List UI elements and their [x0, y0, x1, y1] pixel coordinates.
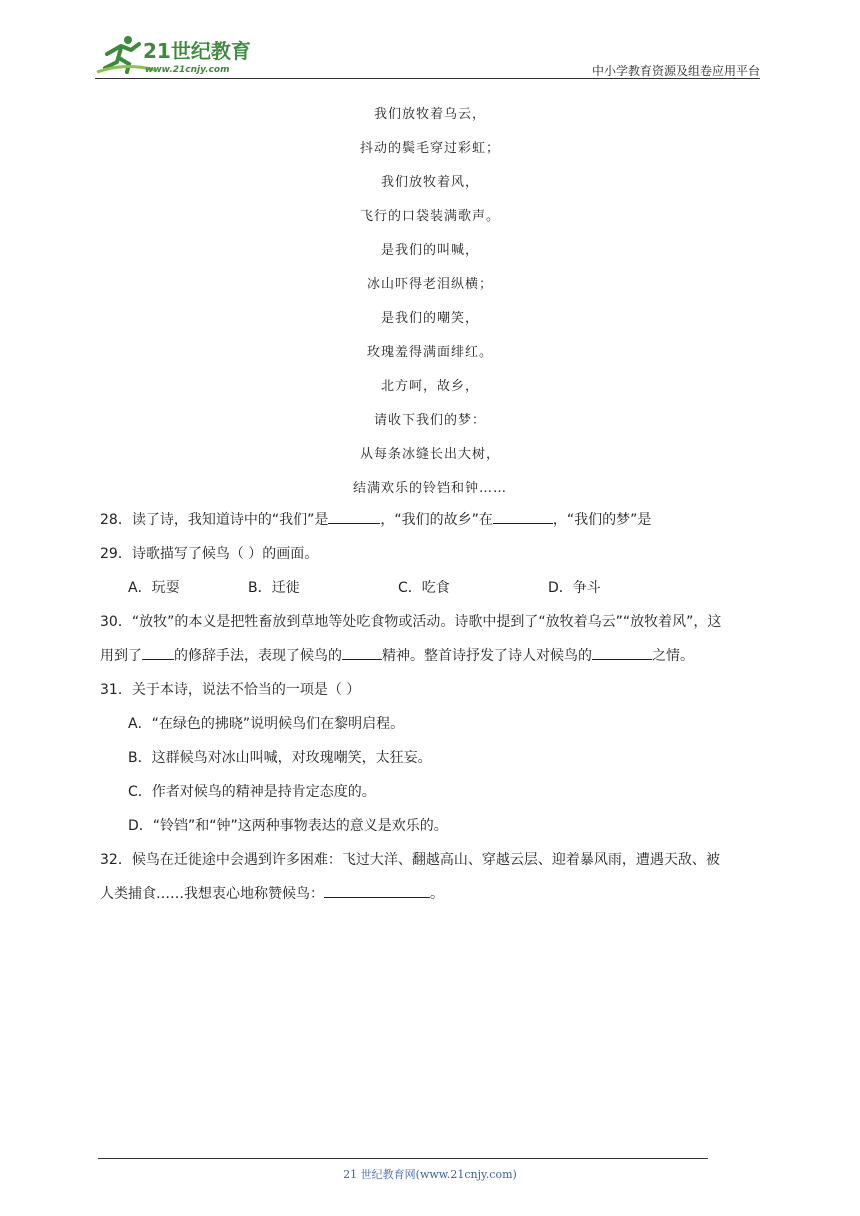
poem-line: 从每条冰缝长出大树， [359, 447, 500, 462]
poem-line: 抖动的鬓毛穿过彩虹； [359, 141, 500, 156]
answer-blank[interactable] [142, 643, 174, 660]
question-text: 之情。 [652, 648, 694, 664]
question-line [100, 605, 764, 639]
question-text: ，“我们的故乡”在 [380, 512, 493, 528]
question-text: ，“我们的梦”是 [552, 512, 652, 528]
question-number: 28． [100, 512, 132, 528]
poem-line: 北方呵，故乡， [380, 379, 479, 394]
question-number: 32． [100, 852, 132, 868]
option-d[interactable]: D．“铃铛”和“钟”这两种事物表达的意义是欢乐的。 [128, 818, 448, 834]
options-29 [128, 571, 728, 605]
logo-url: www.21cnjy.com [145, 65, 230, 75]
footer-divider [98, 1158, 708, 1159]
question-text: 读了诗，我知道诗中的“我们”是 [131, 512, 329, 528]
question-text: 。 [430, 886, 444, 902]
answer-blank[interactable] [493, 507, 553, 524]
footer-text[interactable]: 21 世纪教育网(www.21cnjy.com) [343, 1168, 517, 1181]
poem [0, 102, 860, 510]
poem-line: 我们放牧着风， [380, 175, 479, 190]
question-number: 30． [100, 614, 132, 630]
question-line [100, 639, 764, 673]
option-a[interactable]: A．玩耍 [128, 580, 180, 596]
header-platform-text: 中小学教育资源及组卷应用平台 [591, 64, 760, 78]
poem-line: 冰山吓得老泪纵横； [366, 277, 493, 292]
question-32 [100, 843, 764, 911]
poem-line: 我们放牧着乌云， [373, 107, 486, 122]
question-text: “放牧”的本义是把牲畜放到草地等处吃食物或活动。诗歌中提到了“放牧着乌云”“放牧着风”，这 [131, 614, 722, 630]
option-b[interactable]: B．迁徙 [248, 580, 300, 596]
question-number: 31． [100, 682, 132, 698]
question-text: 候鸟在迁徙途中会遇到许多困难：飞过大洋、翻越高山、穿越云层、迎着暴风雨，遭遇天敌、被 [131, 852, 720, 868]
question-29 [100, 537, 764, 571]
answer-blank[interactable] [592, 643, 652, 660]
poem-line: 是我们的嘲笑， [380, 311, 479, 326]
question-number: 29． [100, 546, 132, 562]
option-c[interactable]: C．吃食 [398, 580, 450, 596]
question-line [100, 877, 764, 911]
question-text: 精神。整首诗抒发了诗人对候鸟的 [382, 648, 592, 664]
question-text: 用到了 [100, 648, 142, 664]
answer-blank[interactable] [324, 881, 430, 898]
option-d[interactable]: D．争斗 [548, 580, 601, 596]
logo-text: 21世纪教育 [143, 39, 251, 63]
header-divider [95, 78, 760, 79]
logo [95, 32, 265, 76]
answer-blank[interactable] [328, 507, 380, 524]
question-text: 关于本诗，说法不恰当的一项是（ ） [131, 682, 361, 698]
poem-line: 请收下我们的梦： [373, 413, 486, 428]
poem-line: 玫瑰羞得满面绯红。 [366, 345, 493, 360]
question-31 [100, 673, 764, 707]
question-text: 诗歌描写了候鸟（ ）的画面。 [131, 546, 319, 562]
question-30 [100, 605, 764, 673]
option-b[interactable]: B．这群候鸟对冰山叫喊，对玫瑰嘲笑，太狂妄。 [128, 750, 432, 766]
page-header [95, 32, 760, 78]
question-line [100, 843, 764, 877]
option-c[interactable]: C．作者对候鸟的精神是持肯定态度的。 [128, 784, 376, 800]
poem-line: 结满欢乐的铃铛和钟…… [352, 481, 507, 496]
poem-line: 是我们的叫喊， [380, 243, 479, 258]
answer-blank[interactable] [342, 643, 382, 660]
poem-line: 飞行的口袋装满歌声。 [359, 209, 500, 224]
question-text: 的修辞手法，表现了候鸟的 [174, 648, 342, 664]
question-text: 人类捕食……我想衷心地称赞候鸟： [100, 886, 324, 902]
question-28 [100, 503, 764, 537]
option-a[interactable]: A．“在绿色的拂晓”说明候鸟们在黎明启程。 [128, 716, 405, 732]
